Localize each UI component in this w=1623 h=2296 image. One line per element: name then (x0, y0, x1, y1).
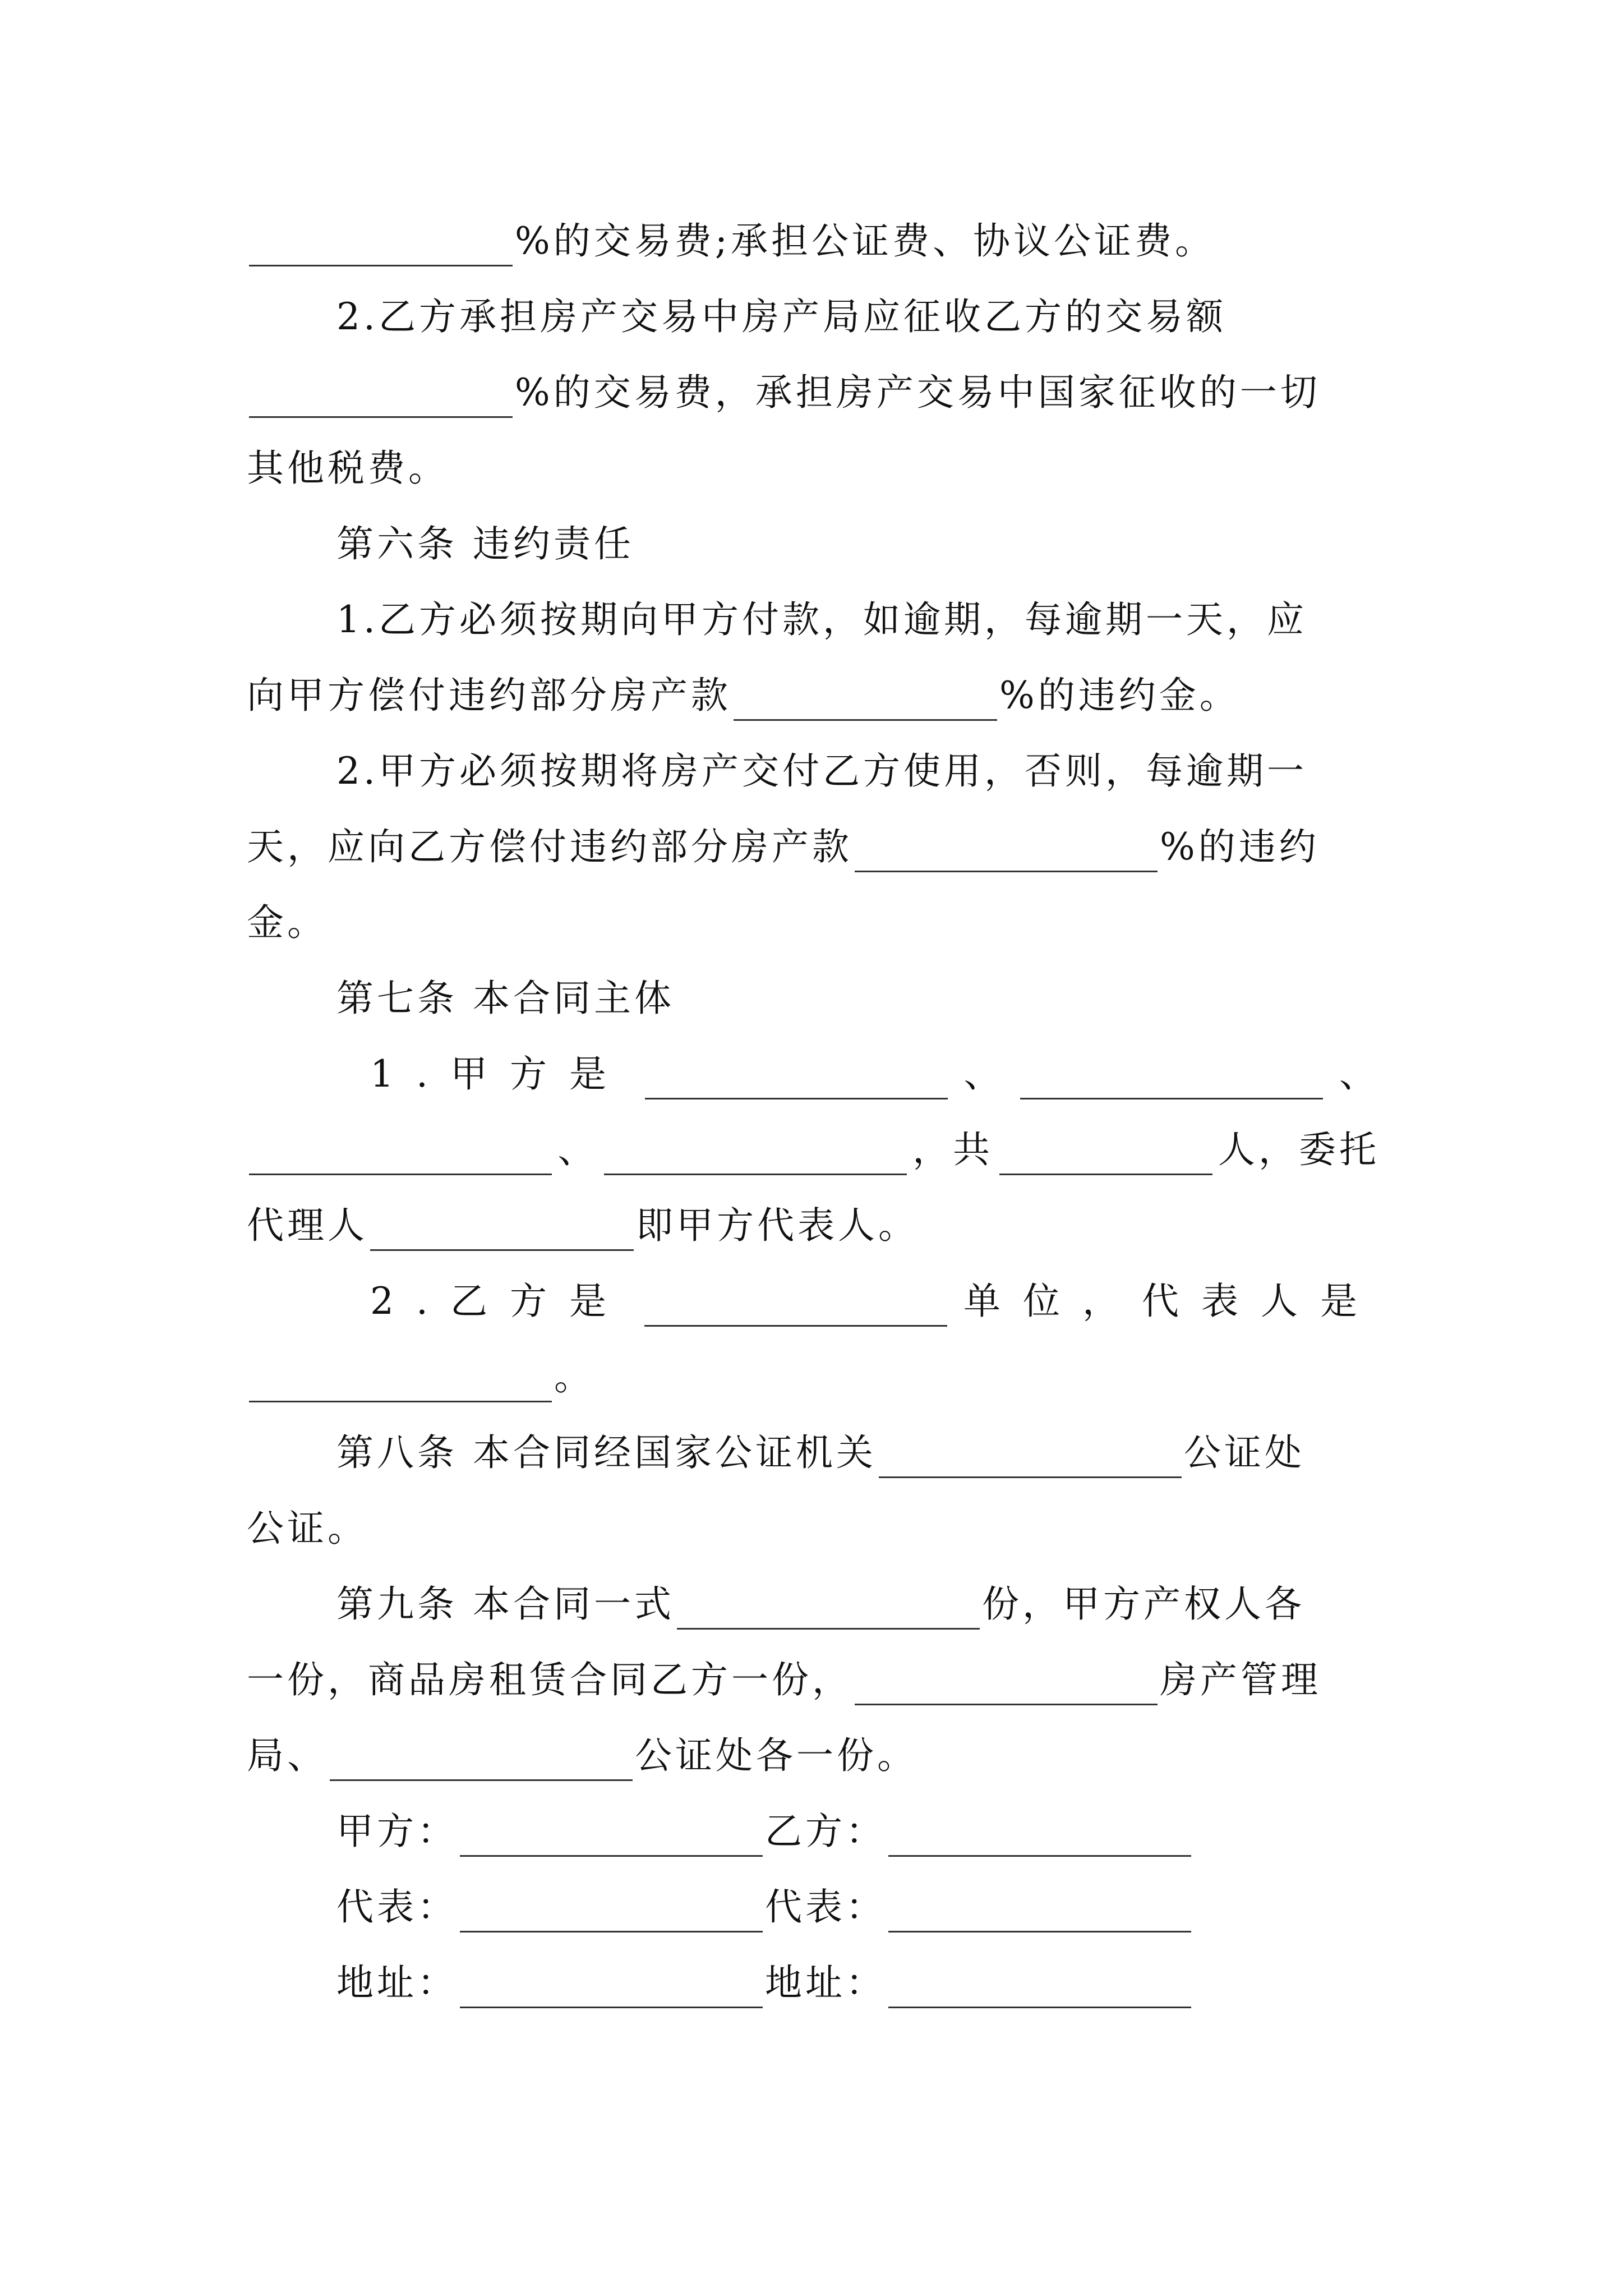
clause5-item2-line3 (247, 438, 1380, 499)
clause7-item2-text2: 单位，代表人是 (963, 1280, 1380, 1323)
signature-row-party (336, 1801, 1193, 1862)
blank-party-a-count[interactable] (999, 1134, 1212, 1175)
addr-b-label: 地址： (765, 1961, 886, 2004)
clause7-item1-count-label: ，共 (912, 1128, 994, 1171)
party-b-label: 乙方： (765, 1810, 886, 1853)
clause6-heading: 第六条 违约责任 (336, 522, 634, 565)
clause9-text5: 局、 (247, 1734, 328, 1777)
clause7-item2-text3: 。 (554, 1355, 594, 1398)
blank-party-a-name-4[interactable] (604, 1134, 907, 1175)
clause6-item1-text: 1.乙方必须按期向甲方付款，如逾期，每逾期一天，应 (336, 598, 1307, 641)
addr-a-field[interactable] (460, 1967, 763, 2008)
clause9-text2: 份，甲方产权人各 (981, 1582, 1305, 1626)
party-a-field[interactable] (460, 1816, 763, 1857)
clause8-text2: 公证处 (1183, 1431, 1305, 1474)
clause5-item2-line1 (247, 286, 1380, 348)
clause5-item2-text3: 其他税费。 (247, 447, 449, 490)
clause8-line2 (247, 1498, 1380, 1559)
clause9-text3: 一份，商品房租赁合同乙方一份， (247, 1658, 852, 1701)
clause6-item2-text3: %的违约 (1160, 825, 1320, 868)
party-b-field[interactable] (888, 1816, 1191, 1857)
clause9-line3 (247, 1725, 1380, 1787)
clause8-line1 (247, 1422, 1380, 1484)
clause6-item1-text3: %的违约金。 (999, 674, 1240, 717)
clause6-item2-text: 2.甲方必须按期将房产交付乙方使用，否则，每逾期一 (336, 749, 1307, 793)
clause7-item2-line2 (247, 1346, 1380, 1408)
blank-penalty-rate-a[interactable] (855, 831, 1158, 872)
blank-fee-rate-a[interactable] (249, 226, 513, 266)
rep-b-label: 代表： (765, 1885, 886, 1929)
blank-party-b-rep[interactable] (249, 1361, 552, 1402)
clause6-item1-line2 (247, 665, 1380, 726)
blank-fee-rate-b[interactable] (249, 377, 513, 418)
clause7-item1-text3: 代理人 (247, 1204, 368, 1247)
clause8-text3: 公证。 (247, 1507, 368, 1550)
clause6-item2-text4: 金。 (247, 901, 328, 944)
clause7-title (247, 968, 1380, 1029)
clause5-text: %的交易费;承担公证费、协议公证费。 (515, 219, 1215, 263)
clause7-item1-text: 1.甲方是 (370, 1052, 629, 1096)
clause5-item2-text: 2.乙方承担房产交易中房产局应征收乙方的交易额 (336, 295, 1227, 338)
clause6-item2-line2 (247, 816, 1380, 878)
rep-b-field[interactable] (888, 1892, 1191, 1932)
clause7-item1-text2: 人，委托 (1218, 1128, 1380, 1171)
clause7-item1-text4: 即甲方代表人。 (636, 1204, 919, 1247)
clause9-line2 (247, 1649, 1380, 1711)
signature-row-addr (336, 1952, 1193, 2014)
blank-party-a-name-2[interactable] (1020, 1059, 1323, 1099)
signature-row-rep (336, 1876, 1193, 1938)
clause5-item2-line2 (247, 362, 1380, 424)
separator: 、 (963, 1052, 1004, 1096)
clause7-item1-line3 (247, 1195, 1380, 1257)
clause6-item1-line1 (247, 589, 1380, 651)
clause6-item1-text2: 向甲方偿付违约部分房产款 (247, 674, 731, 717)
clause7-heading: 第七条 本合同主体 (336, 977, 675, 1020)
blank-penalty-rate-b[interactable] (734, 680, 997, 721)
blank-notary-office[interactable] (330, 1740, 633, 1781)
separator: 、 (557, 1128, 598, 1171)
separator: 、 (1339, 1052, 1380, 1096)
blank-copies[interactable] (677, 1589, 980, 1630)
clause6-item2-line3 (247, 892, 1380, 954)
clause9-line1 (247, 1573, 1380, 1635)
clause9-text6: 公证处各一份。 (635, 1734, 917, 1777)
clause7-item2-text: 2.乙方是 (370, 1280, 629, 1323)
clause9-text: 第九条 本合同一式 (336, 1582, 675, 1626)
rep-a-label: 代表： (336, 1885, 458, 1929)
rep-a-field[interactable] (460, 1892, 763, 1932)
clause6-item2-text2: 天，应向乙方偿付违约部分房产款 (247, 825, 852, 868)
party-a-label: 甲方： (336, 1810, 458, 1853)
clause7-item1-line1 (247, 1043, 1380, 1105)
blank-housing-bureau[interactable] (855, 1664, 1158, 1705)
blank-party-a-name-3[interactable] (249, 1134, 552, 1175)
clause8-text: 第八条 本合同经国家公证机关 (336, 1431, 877, 1474)
clause5-line1 (247, 210, 1380, 272)
blank-party-b-unit[interactable] (644, 1286, 947, 1327)
blank-party-a-name-1[interactable] (645, 1059, 948, 1099)
clause7-item1-line2 (247, 1119, 1380, 1181)
clause6-item2-line1 (247, 740, 1380, 802)
blank-notary[interactable] (879, 1437, 1182, 1478)
clause7-item2-line1 (247, 1271, 1380, 1332)
clause6-title (247, 513, 1380, 575)
addr-b-field[interactable] (888, 1967, 1191, 2008)
blank-agent-name[interactable] (370, 1210, 634, 1251)
clause9-text4: 房产管理 (1160, 1658, 1321, 1701)
clause5-item2-text2: %的交易费，承担房产交易中国家征收的一切 (515, 371, 1321, 414)
addr-a-label: 地址： (336, 1961, 458, 2004)
